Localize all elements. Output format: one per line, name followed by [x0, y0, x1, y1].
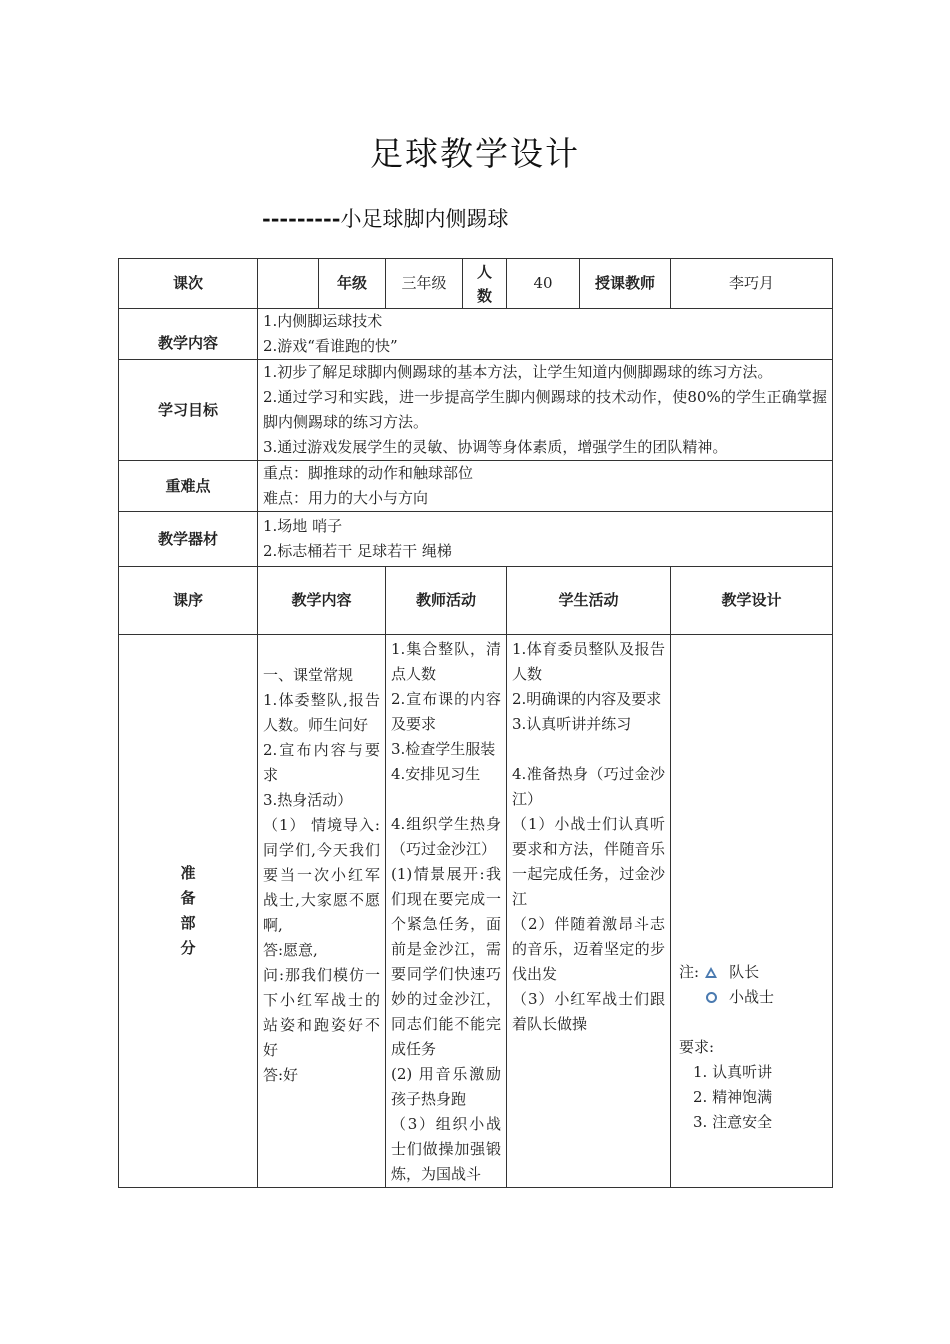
equipment-row — [119, 512, 833, 567]
prep-content-line: 答:好 — [263, 1066, 299, 1084]
lesson-value — [258, 259, 319, 309]
spacer — [679, 1010, 827, 1035]
grade-label: 年级 — [319, 259, 386, 309]
header-row — [119, 259, 833, 309]
prep-design — [671, 635, 833, 1188]
teacher-line: (2) 用音乐激励孩子热身跑 — [391, 1065, 501, 1108]
goals-row — [119, 360, 833, 461]
column-header-teacher: 教师活动 — [386, 567, 507, 635]
teacher-line: 2.宣布课的内容及要求 — [391, 690, 501, 733]
soldier-label: 小战士 — [729, 988, 775, 1006]
content-line: 1.内侧脚运球技术 — [263, 312, 383, 330]
goal-line: 2.通过学习和实践，进一步提高学生脚内侧踢球的技术动作，使80%的学生正确掌握脚内侧踢球的练习方法。 — [263, 388, 827, 431]
content-value — [258, 309, 833, 360]
spacer — [391, 787, 501, 812]
prep-teacher-activity — [386, 635, 507, 1188]
circle-icon — [706, 992, 717, 1003]
content-row — [119, 309, 833, 360]
prep-content-line: 1.体委整队,报告人数。师生问好 — [263, 691, 380, 734]
legend-captain — [679, 960, 827, 985]
triangle-icon — [705, 967, 717, 978]
student-line: （1）小战士们认真听要求和方法，伴随音乐一起完成任务，过金沙江 — [512, 815, 665, 908]
prep-content-line: 2.宣布内容与要求 — [263, 741, 380, 784]
legend-soldier — [679, 985, 827, 1010]
document-subtitle — [262, 203, 508, 233]
subtitle-dash: --------- — [262, 206, 341, 231]
count-label-2: 数 — [476, 286, 492, 305]
column-header-content: 教学内容 — [258, 567, 386, 635]
captain-label: 队长 — [729, 963, 760, 981]
prep-row — [119, 635, 833, 1188]
prep-char: 准 — [180, 864, 196, 882]
content-line: 2.游戏“看谁跑的快” — [263, 337, 398, 355]
keypoints-value — [258, 461, 833, 512]
equipment-line: 2.标志桶若干 足球若干 绳梯 — [263, 542, 452, 560]
note-label: 注: — [679, 963, 700, 981]
prep-char: 部 — [180, 914, 196, 932]
teacher-label: 授课教师 — [580, 259, 671, 309]
student-line: 2.明确课的内容及要求 — [512, 690, 662, 708]
requirement-line: 1. 认真听讲 — [693, 1063, 773, 1081]
keypoint-line: 难点：用力的大小与方向 — [263, 489, 429, 507]
column-header-order: 课序 — [119, 567, 258, 635]
spacer — [512, 737, 665, 762]
requirement-line: 3. 注意安全 — [693, 1113, 773, 1131]
prep-content-line: 一、课堂常规 — [263, 666, 354, 684]
keypoint-line: 重点：脚推球的动作和触球部位 — [263, 464, 474, 482]
teacher-line: 1.集合整队，清点人数 — [391, 640, 501, 683]
count-value: 40 — [507, 259, 580, 309]
prep-content — [258, 635, 386, 1188]
requirements-label: 要求: — [679, 1038, 715, 1056]
student-line: 1.体育委员整队及报告人数 — [512, 640, 665, 683]
column-header-student: 学生活动 — [507, 567, 671, 635]
teacher-line: (1)情景展开:我们现在要完成一个紧急任务，面前是金沙江，需要同学们快速巧妙的过金沙江，同志们能不能完成任务 — [391, 865, 501, 1058]
goals-label: 学习目标 — [119, 360, 258, 461]
subtitle-text: 小足球脚内侧踢球 — [340, 207, 509, 231]
prep-section-label — [119, 635, 258, 1188]
prep-content-line: 答:愿意, — [263, 941, 318, 959]
prep-content-line: 3.热身活动） — [263, 791, 353, 809]
keypoints-label: 重难点 — [119, 461, 258, 512]
content-label: 教学内容 — [119, 309, 258, 360]
student-line: 4.准备热身（巧过金沙江） — [512, 765, 665, 808]
prep-content-line: 问:那我们模仿一下小红军战士的站姿和跑姿好不好 — [263, 966, 380, 1059]
prep-char: 备 — [180, 889, 196, 907]
student-line: （2）伴随着激昂斗志的音乐，迈着坚定的步伐出发 — [512, 915, 665, 983]
equipment-line: 1.场地 哨子 — [263, 517, 343, 535]
prep-char: 分 — [180, 939, 196, 957]
teacher-line: 4.组织学生热身（巧过金沙江） — [391, 815, 501, 858]
prep-student-activity — [507, 635, 671, 1188]
goal-line: 1.初步了解足球脚内侧踢球的基本方法，让学生知道内侧脚踢球的练习方法。 — [263, 363, 773, 381]
column-header-row — [119, 567, 833, 635]
equipment-value — [258, 512, 833, 567]
grade-value: 三年级 — [386, 259, 463, 309]
lesson-plan-table — [118, 258, 833, 1188]
lesson-label: 课次 — [119, 259, 258, 309]
equipment-label: 教学器材 — [119, 512, 258, 567]
student-line: （3）小红军战士们跟着队长做操 — [512, 990, 665, 1033]
count-label — [463, 259, 507, 309]
goals-value — [258, 360, 833, 461]
column-header-design: 教学设计 — [671, 567, 833, 635]
document-title: 足球教学设计 — [370, 134, 580, 173]
student-line: 3.认真听讲并练习 — [512, 715, 632, 733]
teacher-line: 4.安排见习生 — [391, 765, 481, 783]
teacher-value: 李巧月 — [671, 259, 833, 309]
keypoints-row — [119, 461, 833, 512]
prep-content-line: （1） 情境导入:同学们,今天我们要当一次小红军战士,大家愿不愿啊, — [263, 816, 380, 934]
requirement-line: 2. 精神饱满 — [693, 1088, 773, 1106]
count-label-1: 人 — [476, 262, 492, 281]
goal-line: 3.通过游戏发展学生的灵敏、协调等身体素质，增强学生的团队精神。 — [263, 438, 728, 456]
teacher-line: 3.检查学生服装 — [391, 740, 496, 758]
teacher-line: （3）组织小战士们做操加强锻炼，为国战斗 — [391, 1115, 501, 1183]
